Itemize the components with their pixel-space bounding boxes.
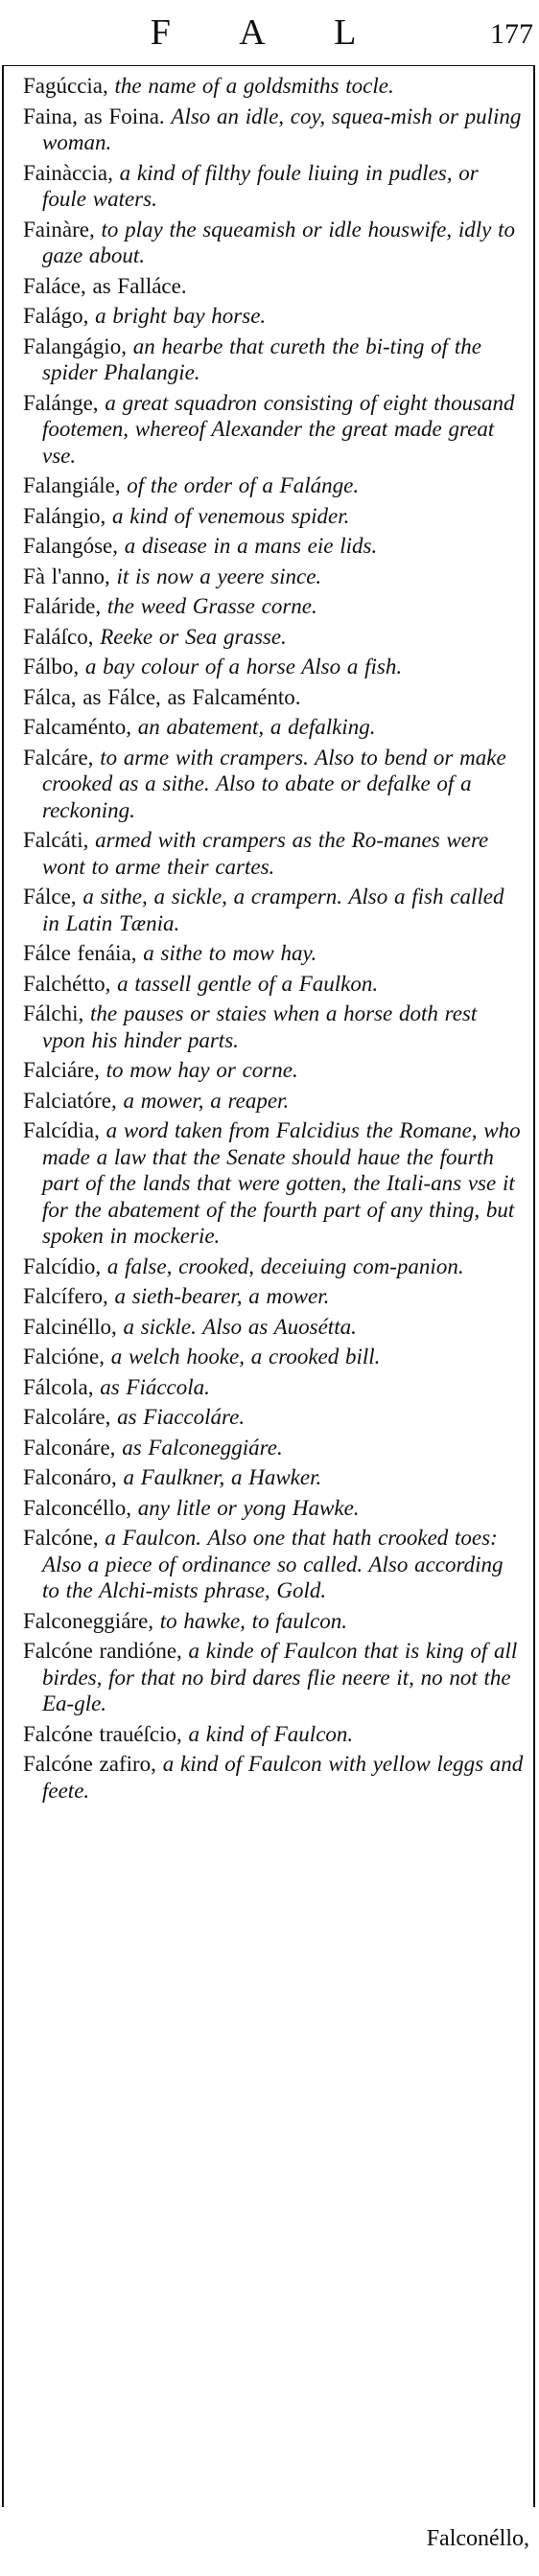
entry-gloss: to play the squeamish or idle houswife, idly to gaze about. <box>42 217 516 267</box>
entry-headword: Falcáti, <box>23 828 89 852</box>
dictionary-entry <box>23 1608 524 1635</box>
entry-gloss: a kind of Faulcon. <box>188 1721 354 1746</box>
running-head <box>0 6 539 63</box>
entry-headword: Falcóne, <box>23 1526 99 1550</box>
entry-gloss: a sithe to mow hay. <box>143 941 317 965</box>
entry-headword: Fálchi, <box>23 1001 84 1025</box>
dictionary-entry <box>23 334 524 386</box>
entry-gloss: as Fiaccoláre. <box>117 1405 246 1429</box>
entry-headword: Falangiále, <box>23 473 121 497</box>
entry-headword: Falcídia, <box>23 1118 100 1142</box>
entry-headword: Fálce fenáia, <box>23 941 137 965</box>
dictionary-entry <box>23 217 524 269</box>
dictionary-entry <box>23 1057 524 1084</box>
entry-headword: Falcoláre, <box>23 1405 111 1429</box>
entry-gloss: as Falconeggiáre. <box>122 1435 283 1460</box>
entry-gloss: a false, crooked, deceiuing com-panion. <box>106 1254 464 1278</box>
entry-headword: Falconcéllo, <box>23 1495 132 1520</box>
dictionary-entry <box>23 745 524 824</box>
entry-gloss: a bay colour of a horse Also a fish. <box>84 655 403 678</box>
entry-gloss: Also an idle, coy, squea-mish or puling woman. <box>42 104 522 154</box>
dictionary-entry <box>23 73 524 100</box>
entry-gloss: it is now a yeere since. <box>116 564 322 588</box>
entry-gloss: an hearbe that cureth the bi-ting of the spider Phalangie. <box>42 334 481 384</box>
dictionary-entry <box>23 827 524 880</box>
dictionary-entry <box>23 1374 524 1401</box>
entry-gloss: a word taken from Falcidius the Romane, who made a law that the Senate should haue the fourth part of the lands that were gotten, the Itali-ans vse it for the abatement of the fourth part of any thing, but spoken in mockerie. <box>42 1118 521 1248</box>
entry-headword: Falcaménto, <box>23 715 132 739</box>
entry-gloss: a bright bay horse. <box>95 304 267 328</box>
entry-headword: Fainàccia, <box>23 160 113 185</box>
entry-headword: Falcóne randióne, <box>23 1639 182 1663</box>
entry-gloss: a great squadron consisting of eight thousand footemen, whereof Alexander the great made great vse. <box>42 390 515 468</box>
entry-gloss: an abatement, a defalking. <box>137 715 376 739</box>
dictionary-entry <box>23 684 524 711</box>
entry-gloss: to arme with crampers. Also to bend or make crooked as a sithe. Also to abate or defalke of a reckoning. <box>42 745 506 822</box>
entry-headword: Falcóne trauéſcio, <box>23 1721 182 1746</box>
dictionary-entry <box>23 1254 524 1280</box>
entry-headword: Falcáre, <box>23 745 94 770</box>
entry-headword: Falángio, <box>23 503 106 528</box>
dictionary-entry <box>23 971 524 998</box>
entry-headword: Falcífero, <box>23 1284 108 1308</box>
entry-headword: Fálca, as Fálce, as Falcaménto. <box>23 684 301 709</box>
entry-headword: Falconáre, <box>23 1435 116 1460</box>
dictionary-entry <box>23 1314 524 1341</box>
entry-headword: Falangóse, <box>23 534 119 558</box>
entry-headword: Falconáro, <box>23 1465 117 1489</box>
entry-headword: Falcídio, <box>23 1254 102 1278</box>
dictionary-entry <box>23 624 524 651</box>
entry-gloss: a mower, a reaper. <box>123 1088 290 1113</box>
dictionary-entry <box>23 1464 524 1491</box>
entry-gloss: a kind of venemous spider. <box>112 503 350 528</box>
dictionary-entry <box>23 1721 524 1748</box>
entry-gloss: a welch hooke, a crooked bill. <box>110 1345 381 1368</box>
entry-gloss: the pauses or staies when a horse doth rest vpon his hinder parts. <box>42 1001 478 1052</box>
entry-gloss: a sieth-bearer, a mower. <box>114 1284 330 1308</box>
dictionary-entry <box>23 1751 524 1804</box>
entry-headword: Falánge, <box>23 390 99 415</box>
entry-headword: Fálcola, <box>23 1374 94 1399</box>
dictionary-entry <box>23 104 524 156</box>
dictionary-entry <box>23 1117 524 1250</box>
dictionary-entry <box>23 593 524 620</box>
dictionary-entry <box>23 273 524 300</box>
entry-gloss: a disease in a mans eie lids. <box>124 534 378 558</box>
entry-gloss: any litle or yong Hawke. <box>137 1495 360 1520</box>
entry-gloss: as Fiáccola. <box>100 1374 210 1399</box>
entry-list <box>23 73 524 1807</box>
dictionary-entry <box>23 1495 524 1522</box>
page-number: 177 <box>490 18 533 50</box>
entry-gloss: a kinde of Faulcon that is king of all birdes, for that no bird dares flie neere it, no not the Ea-gle. <box>42 1639 518 1715</box>
entry-headword: Faina, as Foina. <box>23 104 165 128</box>
dictionary-entry <box>23 1000 524 1053</box>
dictionary-entry <box>23 654 524 680</box>
entry-gloss: a kind of filthy foule liuing in pudles, or foule waters. <box>42 160 479 211</box>
entry-headword: Falciatóre, <box>23 1088 117 1113</box>
entry-headword: Falciáre, <box>23 1058 100 1082</box>
dictionary-entry <box>23 1525 524 1604</box>
entry-gloss: Reeke or Sea grasse. <box>100 624 287 649</box>
entry-headword: Falcóne zafiro, <box>23 1752 156 1776</box>
entry-gloss: a Faulkner, a Hawker. <box>123 1465 322 1489</box>
dictionary-entry <box>23 940 524 967</box>
entry-headword: Fagúccia, <box>23 74 108 98</box>
entry-headword: Fálbo, <box>23 655 80 678</box>
dictionary-entry <box>23 1435 524 1461</box>
dictionary-entry <box>23 472 524 499</box>
entry-gloss: the weed Grasse corne. <box>106 594 317 618</box>
entry-gloss: a Faulcon. Also one that hath crooked toes: Also a piece of ordinance so called. Also according to the Alchi-mists phrase, Gold. <box>42 1526 504 1602</box>
running-head-title: F A L <box>150 12 387 53</box>
entry-gloss: of the order of a Falánge. <box>127 473 360 497</box>
entry-gloss: a kind of Faulcon with yellow leggs and feete. <box>42 1752 524 1803</box>
dictionary-entry <box>23 303 524 330</box>
entry-gloss: to mow hay or corne. <box>105 1058 298 1082</box>
dictionary-entry <box>23 503 524 530</box>
entry-gloss: a sithe, a sickle, a crampern. Also a fish called in Latin Tænia. <box>42 885 504 935</box>
dictionary-entry <box>23 1344 524 1370</box>
entry-headword: Falcinéllo, <box>23 1314 117 1339</box>
entry-gloss: the name of a goldsmiths tocle. <box>114 74 394 98</box>
entry-headword: Fálce, <box>23 885 77 908</box>
dictionary-entry <box>23 714 524 741</box>
dictionary-entry <box>23 390 524 470</box>
entry-headword: Fà l'anno, <box>23 564 110 588</box>
entry-headword: Falágo, <box>23 304 89 328</box>
entry-gloss: a sickle. Also as Auosétta. <box>123 1314 357 1339</box>
dictionary-entry <box>23 564 524 590</box>
entry-headword: Falchétto, <box>23 971 111 996</box>
entry-gloss: to hawke, to faulcon. <box>159 1608 348 1633</box>
dictionary-entry <box>23 160 524 213</box>
dictionary-entry <box>23 1088 524 1115</box>
dictionary-entry <box>23 884 524 936</box>
entry-gloss: armed with crampers as the Ro-manes were wont to arme their cartes. <box>42 828 489 879</box>
entry-headword: Falconeggiáre, <box>23 1608 154 1633</box>
entry-headword: Fainàre, <box>23 217 95 242</box>
dictionary-entry <box>23 1404 524 1431</box>
entry-headword: Faláride, <box>23 594 102 618</box>
entry-headword: Falangágio, <box>23 334 127 358</box>
dictionary-entry <box>23 533 524 560</box>
entry-headword: Faláſco, <box>23 624 94 649</box>
entry-gloss: a tassell gentle of a Faulkon. <box>117 971 379 996</box>
dictionary-entry <box>23 1638 524 1717</box>
catchword: Falconéllo, <box>426 2526 529 2551</box>
dictionary-entry <box>23 1283 524 1310</box>
entry-headword: Falcióne, <box>23 1345 105 1368</box>
entry-headword: Faláce, as Falláce. <box>23 273 187 298</box>
